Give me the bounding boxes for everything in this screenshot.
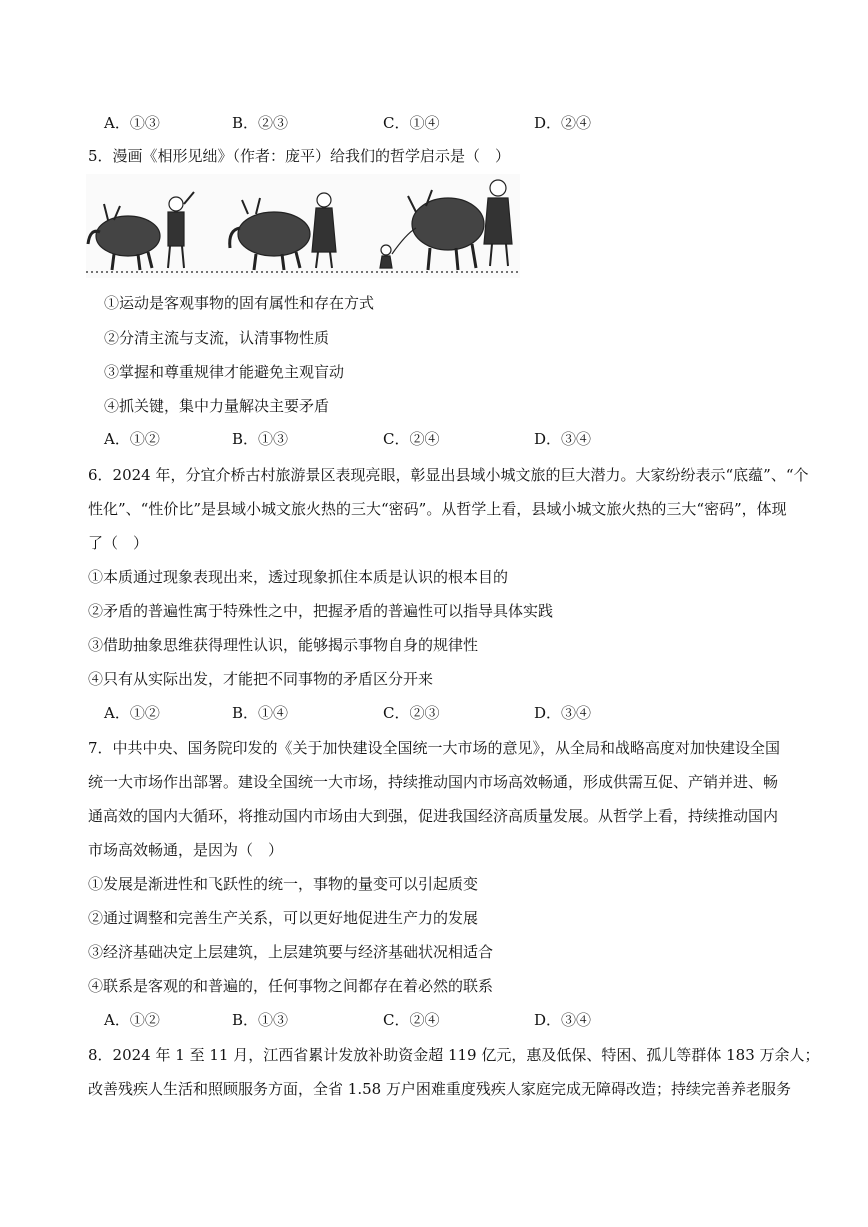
q5-item-1: ①运动是客观事物的固有属性和存在方式 xyxy=(104,294,375,312)
q6-option-b[interactable]: B．①④ xyxy=(232,704,289,722)
q4-option-c[interactable]: C．①④ xyxy=(383,114,440,132)
q7-stem-line-1: 7．中共中央、国务院印发的《关于加快建设全国统一大市场的意见》，从全局和战略高度对加快建设全国 xyxy=(88,739,781,757)
q6-item-4: ④只有从实际出发，才能把不同事物的矛盾区分开来 xyxy=(88,670,434,688)
q5-item-2: ②分清主流与支流，认清事物性质 xyxy=(104,329,330,347)
q4-option-b[interactable]: B．②③ xyxy=(232,114,289,132)
q7-option-a[interactable]: A．①② xyxy=(104,1011,160,1029)
q6-options xyxy=(0,703,868,723)
q7-item-3: ③经济基础决定上层建筑，上层建筑要与经济基础状况相适合 xyxy=(88,943,494,961)
q7-stem-line-2: 统一大市场作出部署。建设全国统一大市场，持续推动国内市场高效畅通，形成供需互促、产销并进、畅 xyxy=(88,773,779,791)
q7-item-1: ①发展是渐进性和飞跃性的统一，事物的量变可以引起质变 xyxy=(88,875,479,893)
q6-option-d[interactable]: D．③④ xyxy=(534,704,592,722)
q5-option-d[interactable]: D．③④ xyxy=(534,430,592,448)
q7-option-c[interactable]: C．②④ xyxy=(383,1011,440,1029)
q4-option-a[interactable]: A．①③ xyxy=(104,114,160,132)
q5-item-3: ③掌握和尊重规律才能避免主观盲动 xyxy=(104,363,345,381)
q4-options xyxy=(0,113,868,133)
q8-stem-line-1: 8．2024 年 1 至 11 月，江西省累计发放补助资金超 119 亿元，惠及低保、特困、孤儿等群体 183 万余人； xyxy=(88,1046,820,1064)
q5-options xyxy=(0,429,868,449)
q7-stem-line-4: 市场高效畅通，是因为（ ） xyxy=(88,841,284,859)
q6-item-1: ①本质通过现象表现出来，透过现象抓住本质是认识的根本目的 xyxy=(88,568,509,586)
q7-option-b[interactable]: B．①③ xyxy=(232,1011,289,1029)
q5-option-b[interactable]: B．①③ xyxy=(232,430,289,448)
q7-stem-line-3: 通高效的国内大循环，将推动国内市场由大到强，促进我国经济高质量发展。从哲学上看，持续推动国内 xyxy=(88,807,779,825)
q5-stem: 5．漫画《相形见绌》（作者：庞平）给我们的哲学启示是（ ） xyxy=(88,147,511,165)
q6-stem-line-2: 性化”、“性价比”是县域小城文旅火热的三大“密码”。从哲学上看，县域小城文旅火热的三大“密码”，体现 xyxy=(88,500,787,518)
q6-stem-line-3: 了（ ） xyxy=(88,534,149,552)
q5-option-a[interactable]: A．①② xyxy=(104,430,160,448)
q6-item-3: ③借助抽象思维获得理性认识，能够揭示事物自身的规律性 xyxy=(88,636,479,654)
q8-stem-line-2: 改善残疾人生活和照顾服务方面，全省 1.58 万户困难重度残疾人家庭完成无障碍改造；持续完善养老服务 xyxy=(88,1080,791,1098)
q5-option-c[interactable]: C．②④ xyxy=(383,430,440,448)
q7-options xyxy=(0,1010,868,1030)
q6-stem-line-1: 6．2024 年，分宜介桥古村旅游景区表现亮眼，彰显出县域小城文旅的巨大潜力。大家纷纷表示“底蕴”、“个 xyxy=(88,466,809,484)
q4-option-d[interactable]: D．②④ xyxy=(534,114,592,132)
q6-item-2: ②矛盾的普遍性寓于特殊性之中，把握矛盾的普遍性可以指导具体实践 xyxy=(88,602,554,620)
q6-option-c[interactable]: C．②③ xyxy=(383,704,440,722)
q7-option-d[interactable]: D．③④ xyxy=(534,1011,592,1029)
cartoon-image xyxy=(86,174,520,278)
q6-option-a[interactable]: A．①② xyxy=(104,704,160,722)
q7-item-4: ④联系是客观的和普遍的，任何事物之间都存在着必然的联系 xyxy=(88,977,494,995)
q7-item-2: ②通过调整和完善生产关系，可以更好地促进生产力的发展 xyxy=(88,909,479,927)
q5-item-4: ④抓关键，集中力量解决主要矛盾 xyxy=(104,397,330,415)
